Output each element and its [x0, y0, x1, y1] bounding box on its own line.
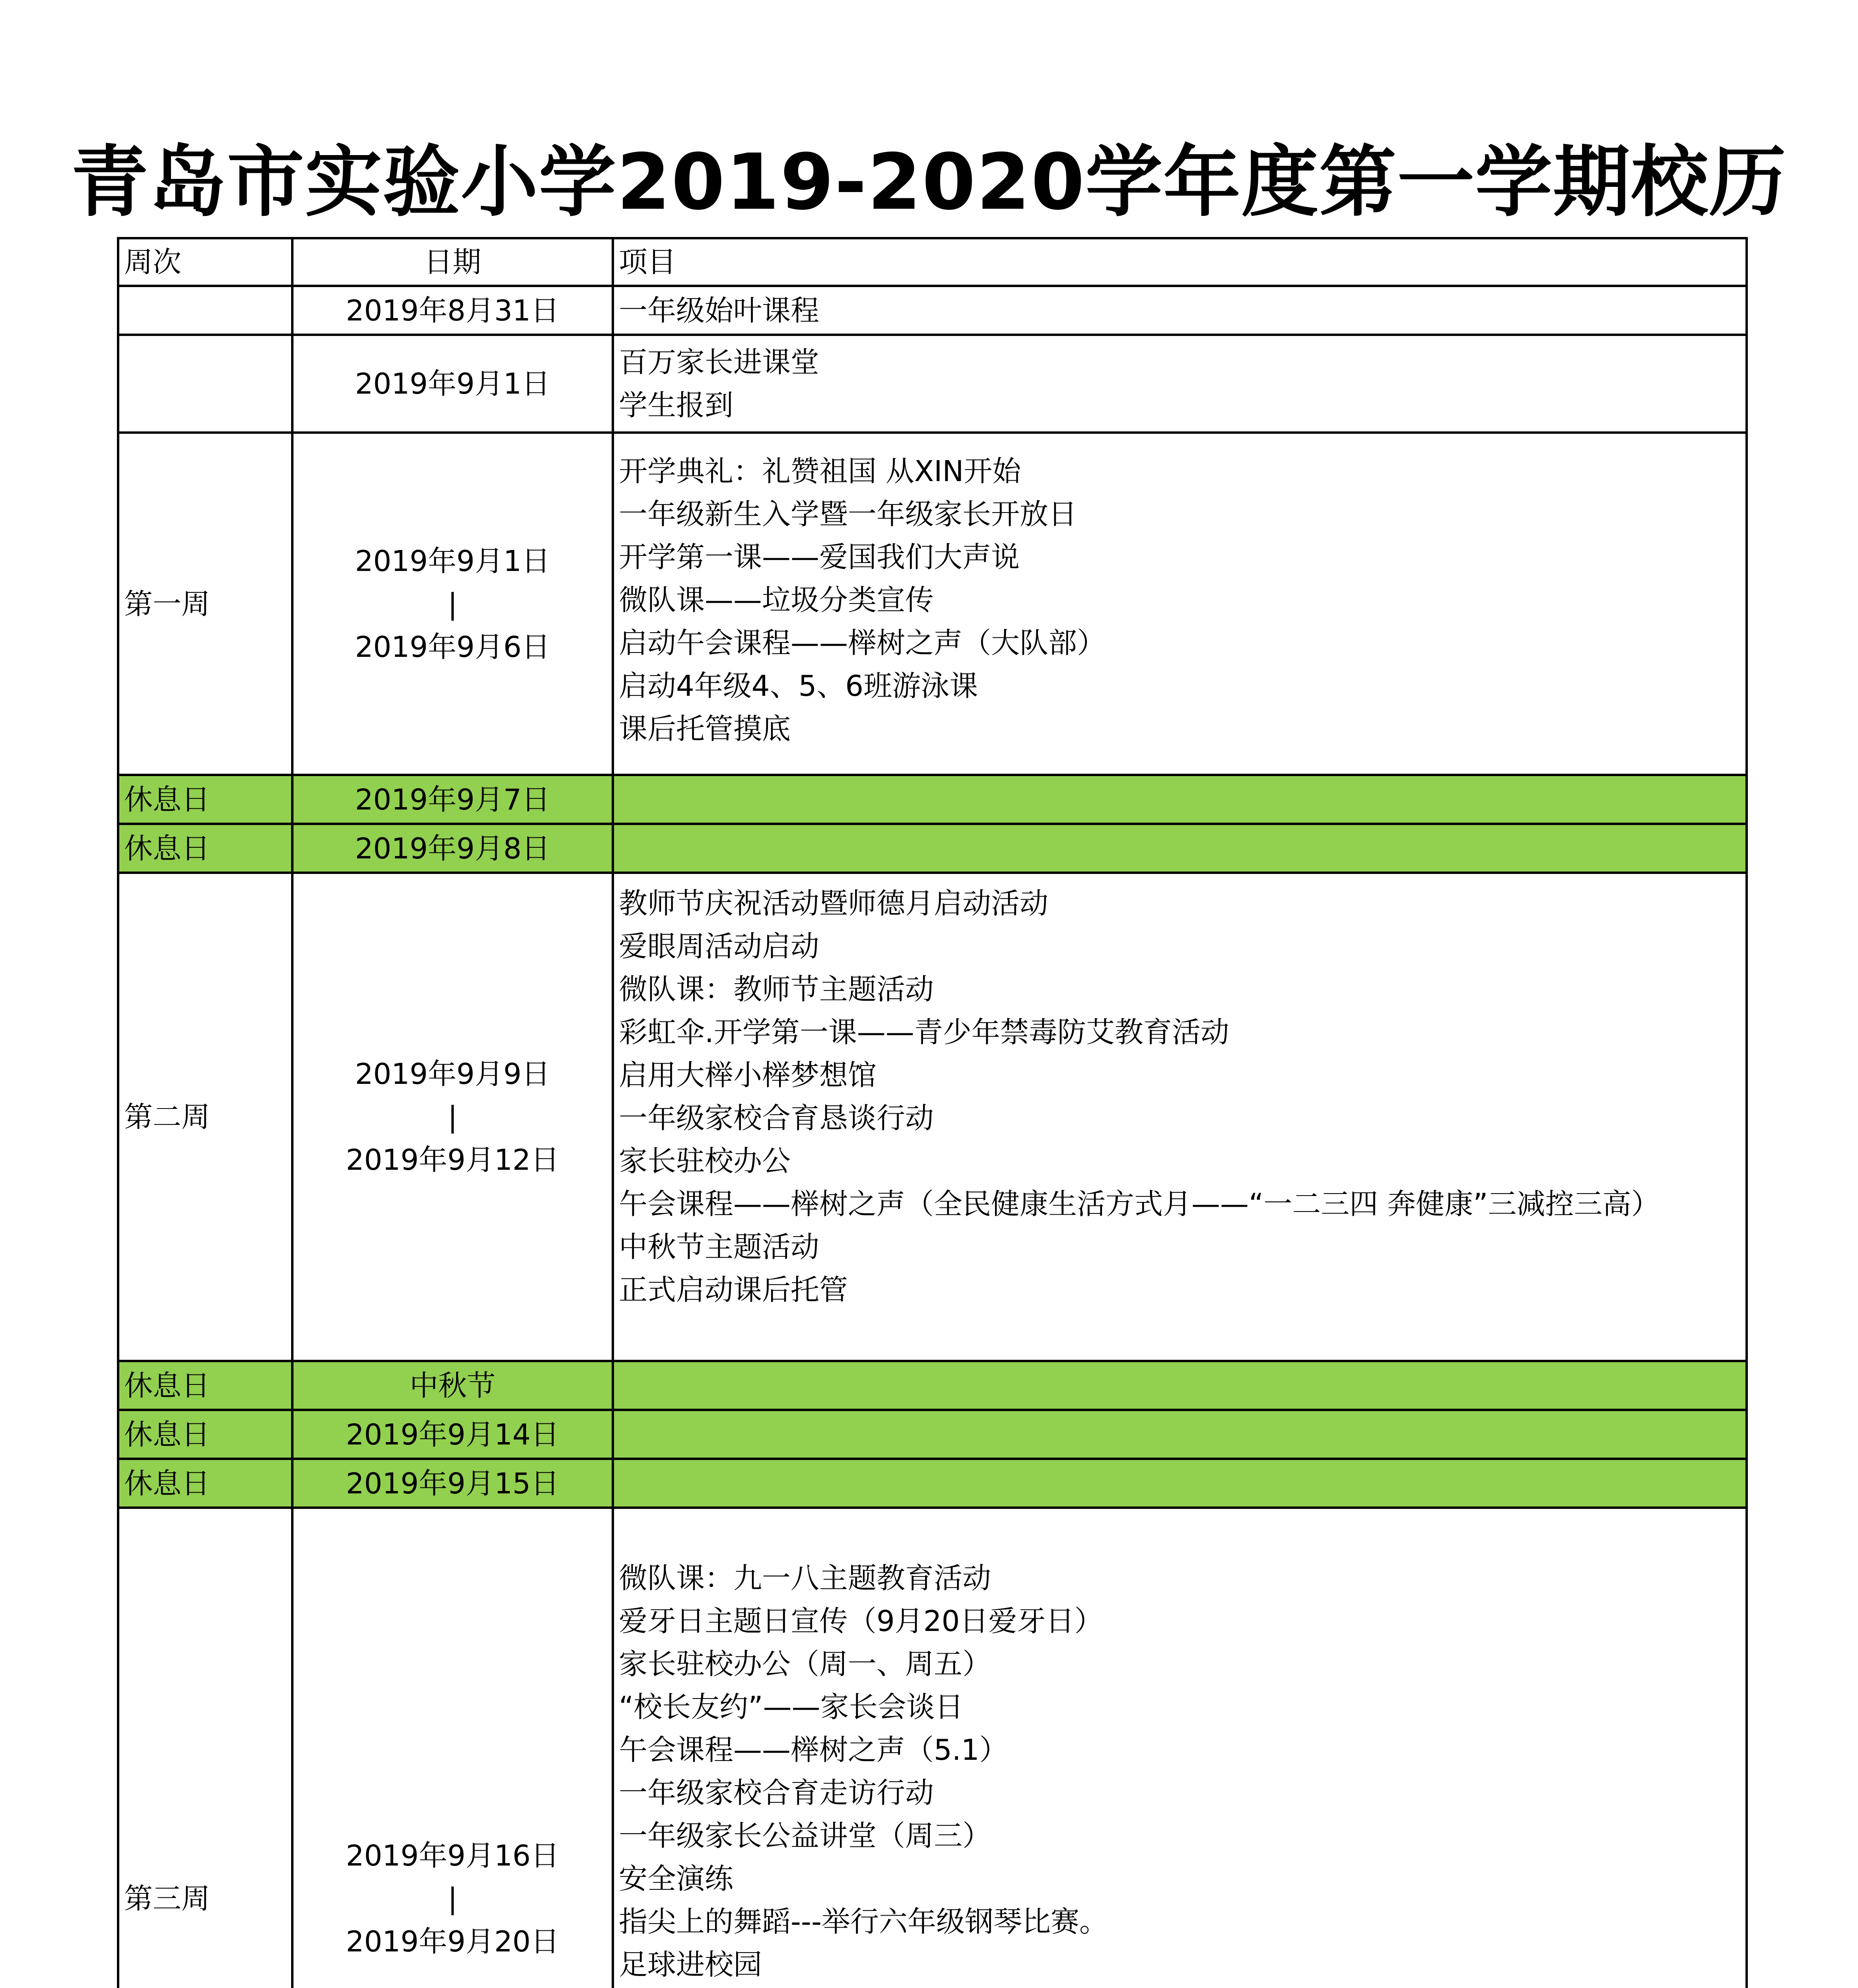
week-cell: 休息日: [118, 1361, 292, 1410]
item-line: 一年级家长公益讲堂（周三）: [619, 1819, 991, 1852]
item-line: 教师节庆祝活动暨师德月启动活动: [619, 887, 1049, 920]
item-line: 开学第一课——爱国我们大声说: [619, 540, 1020, 574]
item-line: 微队课——垃圾分类宣传: [619, 583, 934, 617]
date-cell: [292, 1410, 613, 1459]
date-line: 2019年9月1日: [355, 367, 550, 400]
item-cell: [613, 335, 1747, 433]
date-cell: [292, 775, 613, 824]
date-cell: [292, 824, 613, 873]
week-cell: 第一周: [118, 433, 292, 775]
date-line: |: [447, 587, 458, 621]
item-line: 一年级家校合育恳谈行动: [619, 1101, 934, 1135]
item-line: 微队课：九一八主题教育活动: [619, 1561, 991, 1595]
week-cell: 休息日: [118, 1410, 292, 1459]
item-line: 百万家长进课堂: [619, 346, 820, 379]
item-line: “校长友约”——家长会谈日: [619, 1690, 964, 1724]
date-line: 2019年9月20日: [346, 1925, 560, 1958]
item-line: 学生报到: [619, 388, 734, 422]
item-line: 启动午会课程——榉树之声（大队部）: [619, 626, 1106, 660]
header-date: 日期: [292, 238, 613, 286]
date-line: |: [447, 1100, 458, 1134]
item-line: 课后托管摸底: [619, 712, 791, 746]
schedule-row: [118, 873, 1747, 1361]
week-cell: 休息日: [118, 1459, 292, 1508]
holiday-row: [118, 1459, 1747, 1508]
item-cell: [613, 775, 1747, 824]
week-cell: 休息日: [118, 775, 292, 824]
date-line: 2019年9月7日: [355, 782, 550, 816]
header-row: [118, 238, 1747, 286]
holiday-row: [118, 1361, 1747, 1410]
item-cell: [613, 1459, 1747, 1508]
header-item: 项目: [613, 238, 1747, 286]
date-line: 2019年9月15日: [346, 1466, 560, 1500]
date-line: 2019年9月16日: [346, 1839, 560, 1872]
item-cell: [613, 824, 1747, 873]
calendar-body: [118, 238, 1747, 1988]
item-line: 爱眼周活动启动: [619, 930, 820, 963]
date-cell: [292, 433, 613, 775]
header-week: 周次: [118, 238, 292, 286]
week-cell: [118, 335, 292, 433]
item-line: 启动4年级4、5、6班游泳课: [619, 669, 978, 703]
date-line: 中秋节: [409, 1369, 496, 1402]
item-cell: [613, 1508, 1747, 1988]
holiday-row: [118, 775, 1747, 824]
item-line: 启用大榉小榉梦想馆: [619, 1058, 877, 1092]
date-line: |: [447, 1882, 458, 1915]
item-line: 一年级始叶课程: [619, 293, 820, 327]
date-line: 2019年9月1日: [355, 544, 550, 578]
item-line: [619, 1986, 1741, 1988]
item-line: 中秋节主题活动: [619, 1230, 820, 1264]
item-line: 爱牙日主题日宣传（9月20日爱牙日）: [619, 1604, 1103, 1638]
schedule-row: [118, 335, 1747, 433]
date-cell: [292, 1459, 613, 1508]
date-cell: [292, 1361, 613, 1410]
week-cell: 第二周: [118, 873, 292, 1361]
item-cell: [613, 1410, 1747, 1459]
item-line: 微队课：教师节主题活动: [619, 973, 934, 1006]
holiday-row: [118, 1410, 1747, 1459]
page-title: 青岛市实验小学2019-2020学年度第一学期校历: [71, 137, 1787, 227]
date-line: 2019年8月31日: [346, 293, 560, 327]
item-line: 安全演练: [619, 1862, 734, 1895]
item-line: 一年级家校合育走访行动: [619, 1776, 934, 1809]
item-line: 午会课程——榉树之声（5.1）: [619, 1733, 1008, 1767]
item-line: 家长驻校办公: [619, 1144, 791, 1178]
week-cell: [118, 286, 292, 335]
item-line: 彩虹伞.开学第一课——青少年禁毒防艾教育活动: [619, 1015, 1229, 1049]
item-line: 一年级新生入学暨一年级家长开放日: [619, 497, 1077, 531]
item-line: 指尖上的舞蹈---举行六年级钢琴比赛。: [619, 1905, 1108, 1938]
item-line: 家长驻校办公（周一、周五）: [619, 1647, 991, 1681]
week-cell: 休息日: [118, 824, 292, 873]
item-line: 午会课程——榉树之声（全民健康生活方式月——“一二三四 奔健康”三减控三高）: [619, 1187, 1660, 1221]
item-cell: [613, 873, 1747, 1361]
date-cell: [292, 873, 613, 1361]
date-line: 2019年9月14日: [346, 1417, 560, 1451]
item-cell: [613, 286, 1747, 335]
week-cell: 第三周: [118, 1508, 292, 1988]
date-cell: [292, 1508, 613, 1988]
date-cell: [292, 286, 613, 335]
schedule-row: [118, 1508, 1747, 1988]
item-cell: [613, 1361, 1747, 1410]
item-cell: [613, 433, 1747, 775]
school-calendar-table: [117, 237, 1748, 1988]
date-line: 2019年9月8日: [355, 831, 550, 865]
item-line: 开学典礼：礼赞祖国 从XIN开始: [619, 454, 1021, 488]
schedule-row: [118, 433, 1747, 775]
item-line: 足球进校园: [619, 1948, 762, 1981]
date-line: 2019年9月6日: [355, 630, 550, 664]
schedule-row: [118, 286, 1747, 335]
item-line: 正式启动课后托管: [619, 1273, 848, 1307]
holiday-row: [118, 824, 1747, 873]
date-line: 2019年9月12日: [346, 1143, 560, 1176]
date-cell: [292, 335, 613, 433]
date-line: 2019年9月9日: [355, 1057, 550, 1091]
